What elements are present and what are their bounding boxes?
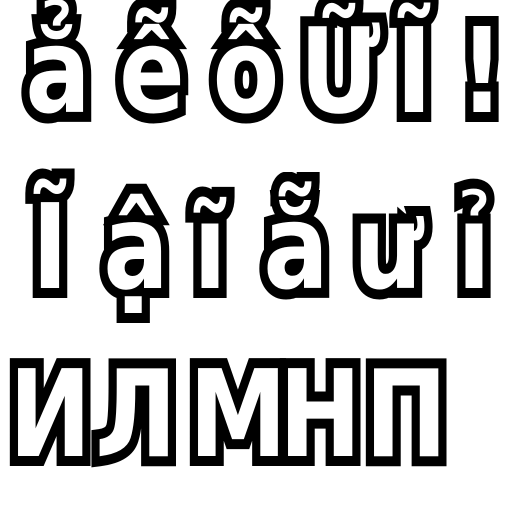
glyph: М	[189, 346, 287, 485]
glyph: ẳ	[25, 2, 91, 140]
glyph: П	[365, 346, 448, 485]
glyph: ễ	[119, 2, 185, 140]
glyph: ỗ	[212, 2, 280, 140]
glyph: ĩ	[193, 178, 227, 316]
glyph: Н	[279, 346, 362, 485]
glyph-row-2	[0, 170, 512, 340]
glyph: Ữ	[299, 2, 381, 140]
glyph: !	[459, 2, 505, 140]
glyph-row-1	[0, 0, 512, 170]
glyph: ẵ	[263, 178, 329, 316]
glyph: И	[9, 346, 92, 485]
glyph: ậ	[103, 178, 169, 316]
glyph: Ĩ	[31, 178, 69, 316]
glyph: Л	[95, 346, 177, 485]
glyph-row-3	[0, 340, 512, 510]
glyph: Ĩ	[395, 2, 433, 140]
glyph: ư	[353, 178, 423, 316]
glyph: ỉ	[457, 178, 491, 316]
